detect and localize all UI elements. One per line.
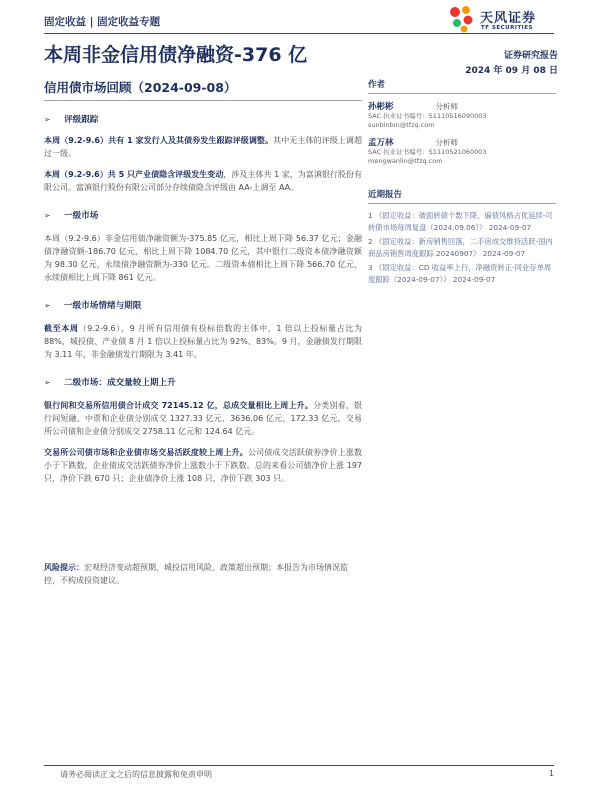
report-date: 2024 年 09 月 08 日 [465, 66, 558, 76]
section-title: 二级市场：成交量较上期上升 [64, 378, 176, 388]
section-heading [44, 375, 362, 389]
logo-text: 天风证券 [480, 11, 537, 26]
paragraph: 本周（9.2-9.6）非金信用债净融资额为-375.85 亿元，相比上周下降 56.37 亿元；金融债净融资额-186.70 亿元，相比上周下降 1084.70 亿元，其中银行二级资本债净融资额为 98.30 亿元，永续债净融资额为-330 亿元。二级资本债相比上周下降 566.70 亿元，永续债相比上周下降 861 亿元。 [44, 234, 362, 282]
tf-securities-logo [446, 4, 558, 36]
section-heading [44, 112, 362, 126]
author-card [368, 136, 556, 166]
paragraph: 本周（9.2-9.6）共 5 只产业债隐含评级发生变动，涉及主体共 1 家，为富滇银行股份有限公司。富滇银行股份有限公司部分存续债隐含评级由 AA-上调至 AA。 [44, 170, 362, 192]
author-email[interactable]: mengwanlin@tfzq.com [368, 157, 443, 165]
section-title: 一级市场情绪与期限 [64, 301, 142, 311]
author-card [368, 100, 556, 130]
recent-report-link[interactable]: 1 《固定收益：破面转债个数下降，偏债风格占优延续-可转债市场每周复盘（2024.09.06）》 2024-09-07 [368, 211, 553, 232]
paragraph: 截至本周（9.2-9.6），9 月所有信用债有投标倍数的主体中，1 倍以上投标量占比为 88%，城投债、产业债 8 月 1 倍以上投标量占比为 92%、83%。9 月，金融债发行期限为 3.11 年，非金融债发行期限为 3.41 年。 [44, 324, 362, 359]
section-heading [44, 298, 362, 312]
paragraph: 交易所公司债市场和企业债市场交易活跃度较上周上升。公司债成交活跃债券净价上涨数小于下跌数，企业债成交活跃债券净价上涨数小于下跌数。总的来看公司债净价上涨 197 只，净价下跌 670 只；企业债净价上涨 108 只，净价下跌 303 只。 [44, 448, 363, 483]
paragraph: 银行间和交易所信用债合计成交 72145.12 亿，总成交量相比上周上升。分类别看，银行间短融、中票和企业债分别成交 1327.33 亿元、3636.06 亿元、172.33 亿元，交易所公司债和企业债分别成交 2758.11 亿元和 124.64 亿元。 [44, 401, 363, 436]
footer-disclaimer: 请务必阅读正文之后的信息披露和免责申明 [60, 770, 212, 779]
author-role: 分析师 [435, 102, 459, 111]
author-name: 孙彬彬 [368, 102, 394, 112]
report-type: 证券研究报告 [503, 51, 558, 61]
subtitle-divider [44, 100, 362, 101]
section-arrow-icon: ➢ [44, 300, 51, 310]
logo-mark-icon [446, 4, 476, 34]
section-arrow-icon: ➢ [44, 114, 51, 124]
author-cert: SAC 执业证书编号：S1110516090003 [368, 112, 487, 120]
section-arrow-icon: ➢ [44, 377, 51, 387]
section-arrow-icon: ➢ [44, 210, 51, 220]
author-name: 孟万林 [368, 138, 394, 148]
footer-divider [44, 765, 554, 766]
logo-subtext: TF SECURITIES [481, 25, 533, 31]
author-email[interactable]: sunbinbin@tfzq.com [368, 121, 435, 129]
page-number: 1 [548, 769, 554, 778]
report-category: 固定收益 | 固定收益专题 [44, 16, 161, 28]
report-body [44, 112, 362, 485]
recent-reports-list [368, 210, 556, 286]
recent-report-link[interactable]: 3 《固定收益：CD 收益率上行，净融资转正-同业存单周度跟踪（2024-09-07）》 2024-09-07 [368, 263, 552, 284]
section-title: 评级跟踪 [64, 115, 99, 125]
section-heading [44, 208, 362, 222]
paragraph: 本周（9.2-9.6）共有 1 家发行人及其债券发生跟踪评级调整。其中无主体的评级上调超过一级。 [44, 136, 362, 158]
author-cert: SAC 执业证书编号：S1110521060003 [368, 148, 487, 156]
recent-report-link[interactable]: 2 《固定收益：新房销售回落，二手房成交维持活跃-国内商品房销售周度跟踪 20240907》 2024-09-07 [368, 237, 553, 258]
author-role: 分析师 [435, 138, 459, 147]
risk-label: 风险提示： [44, 563, 84, 572]
risk-warning [44, 561, 362, 587]
sidebar [368, 78, 556, 288]
report-title: 本周非金信用债净融资-376 亿 [44, 44, 308, 66]
recent-reports-label: 近期报告 [368, 188, 556, 204]
authors-label: 作者 [368, 78, 556, 94]
report-subtitle: 信用债市场回顾（2024-09-08） [44, 80, 237, 95]
header-divider [44, 33, 554, 34]
section-title: 一级市场 [64, 211, 99, 221]
risk-text: 宏观经济变动超预期、城投信用风险、政策超出预期；本报告为市场情况监控，不构成投资建议。 [44, 563, 348, 585]
